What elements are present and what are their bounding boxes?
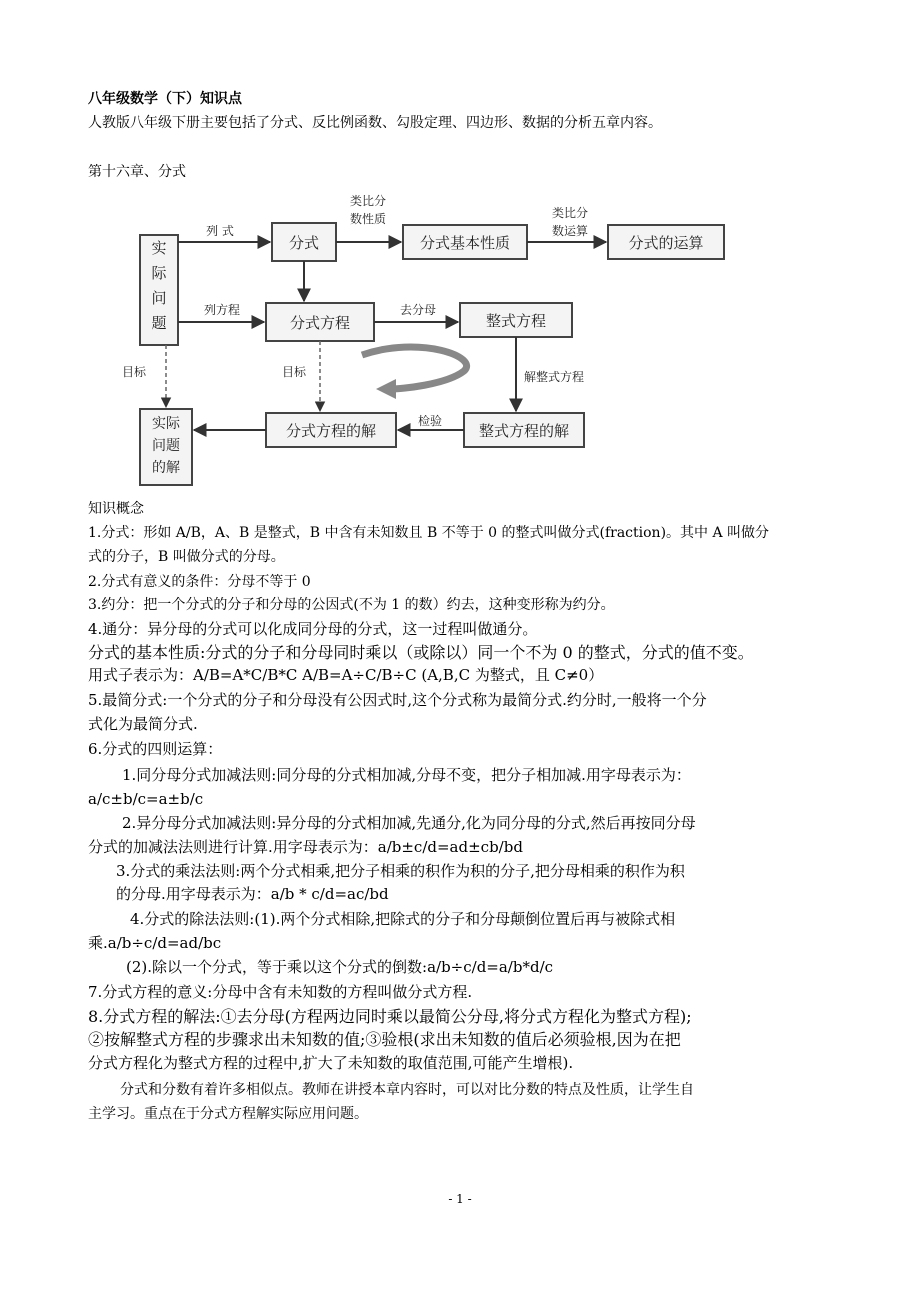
text-line: 式化为最简分式. [88, 715, 198, 733]
page-heading: 八年级数学（下）知识点 [88, 91, 242, 107]
text-line: 分式和分数有着许多相似点。教师在讲授本章内容时，可以对比分数的特点及性质，让学生自 [120, 1082, 694, 1098]
text-line: 4.通分：异分母的分式可以化成同分母的分式，这一过程叫做通分。 [88, 620, 538, 638]
text-line: 5.最简分式:一个分式的分子和分母没有公因式时,这个分式称为最简分式.约分时,一般将一个分 [88, 691, 707, 709]
label-fraction-solution: 分式方程的解 [285, 422, 377, 440]
text-line: 1.同分母分式加减法则:同分母的分式相加减,分母不变，把分子相加减.用字母表示为： [122, 766, 691, 784]
label-analogy1-b: 数性质 [349, 212, 387, 226]
text-line: 3.约分：把一个分式的分子和分母的公因式(不为 1 的数）约去，这种变形称为约分。 [88, 597, 615, 613]
text-line: 用式子表示为：A/B=A*C/B*C A/B=A÷C/B÷C (A,B,C 为整式，且 C≠0） [88, 666, 604, 684]
label-answer-3: 的解 [152, 460, 180, 476]
text-line: 分式的加减法法则进行计算.用字母表示为：a/b±c/d=ad±cb/bd [88, 838, 523, 856]
text-line: 2.异分母分式加减法则:异分母的分式相加减,先通分,化为同分母的分式,然后再按同分母 [122, 814, 696, 832]
label-fraction: 分式 [288, 234, 320, 252]
concept-flow-diagram [100, 185, 704, 485]
text-line: 乘.a/b÷c/d=ad/bc [88, 934, 222, 952]
label-jianyan: 检验 [417, 414, 443, 428]
intro-text: 人教版八年级下册主要包括了分式、反比例函数、勾股定理、四边形、数据的分析五章内容。 [88, 115, 662, 131]
chapter-title: 第十六章、分式 [88, 164, 186, 180]
concepts-title: 知识概念 [88, 501, 144, 517]
label-mubiao-mid: 目标 [281, 365, 307, 379]
label-integer-equation: 整式方程 [485, 312, 547, 330]
label-jie: 解整式方程 [524, 370, 585, 384]
label-liefangcheng: 列方程 [203, 303, 241, 317]
text-line: 6.分式的四则运算： [88, 740, 223, 758]
label-practical-1: 实 [151, 239, 167, 257]
loop-arrow [362, 347, 467, 389]
text-line: (2).除以一个分式，等于乘以这个分式的倒数:a/b÷c/d=a/b*d/c [126, 958, 554, 976]
text-line: 的分母.用字母表示为：a/b * c/d=ac/bd [116, 885, 389, 903]
label-practical-4: 题 [151, 314, 167, 332]
text-line: 7.分式方程的意义:分母中含有未知数的方程叫做分式方程. [88, 983, 473, 1001]
text-line: 8.分式方程的解法:①去分母(方程两边同时乘以最简公分母,将分式方程化为整式方程); [88, 1007, 692, 1026]
text-line: 1.分式：形如 A/B，A、B 是整式，B 中含有未知数且 B 不等于 0 的整式叫做分式(fraction)。其中 A 叫做分 [88, 525, 770, 541]
label-fraction-equation: 分式方程 [289, 314, 351, 332]
label-lieshi: 列 式 [206, 224, 234, 238]
loop-arrow-head [376, 379, 396, 399]
label-answer-2: 问题 [152, 438, 180, 454]
text-line: 3.分式的乘法法则:两个分式相乘,把分子相乘的积作为积的分子,把分母相乘的积作为积 [116, 862, 685, 880]
text-line: 主学习。重点在于分式方程解实际应用问题。 [88, 1106, 368, 1122]
text-line: 分式方程化为整式方程的过程中,扩大了未知数的取值范围,可能产生增根). [88, 1054, 574, 1072]
label-practical-2: 际 [151, 264, 167, 282]
label-analogy2-a: 类比分 [551, 206, 589, 220]
page-number: - 1 - [448, 1192, 472, 1206]
label-operations: 分式的运算 [628, 234, 704, 252]
label-answer-1: 实际 [152, 416, 180, 432]
text-line: 式的分子，B 叫做分式的分母。 [88, 549, 285, 565]
label-qufenmu: 去分母 [399, 303, 437, 317]
text-line: a/c±b/c=a±b/c [88, 790, 204, 808]
label-analogy1-a: 类比分 [349, 194, 387, 208]
label-basic-property: 分式基本性质 [419, 234, 511, 252]
label-integer-solution: 整式方程的解 [478, 422, 570, 440]
label-mubiao-left: 目标 [121, 365, 147, 379]
text-line: 4.分式的除法法则:(1).两个分式相除,把除式的分子和分母颠倒位置后再与被除式相 [130, 910, 676, 928]
text-line: ②按解整式方程的步骤求出未知数的值;③验根(求出未知数的值后必须验根,因为在把 [88, 1030, 681, 1049]
text-line: 2.分式有意义的条件：分母不等于 0 [88, 574, 311, 590]
label-analogy2-b: 数运算 [551, 224, 589, 238]
label-practical-3: 问 [151, 289, 167, 307]
text-line: 分式的基本性质:分式的分子和分母同时乘以（或除以）同一个不为 0 的整式，分式的值不变。 [88, 643, 754, 662]
